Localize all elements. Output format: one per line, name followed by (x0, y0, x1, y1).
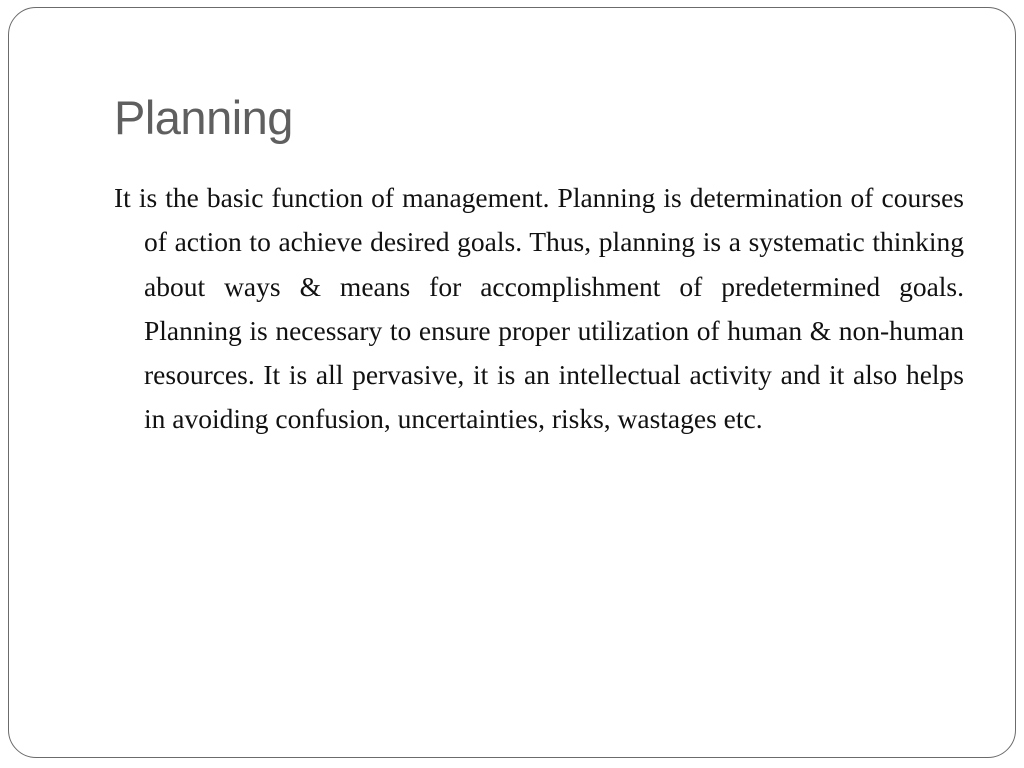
slide-title: Planning (114, 91, 293, 144)
slide-body-paragraph: It is the basic function of management. Planning is determination of courses of action to achieve desired goals. Thus, planning is a systematic thinking about ways & means for accomplishment of predetermined goals. Planning is necessary to ensure proper utilization of human & non-human resources. It is all pervasive, it is an intellectual activity and it also helps in avoiding confusion, uncertainties, risks, wastages etc. (114, 182, 964, 435)
slide-frame (8, 7, 1016, 758)
